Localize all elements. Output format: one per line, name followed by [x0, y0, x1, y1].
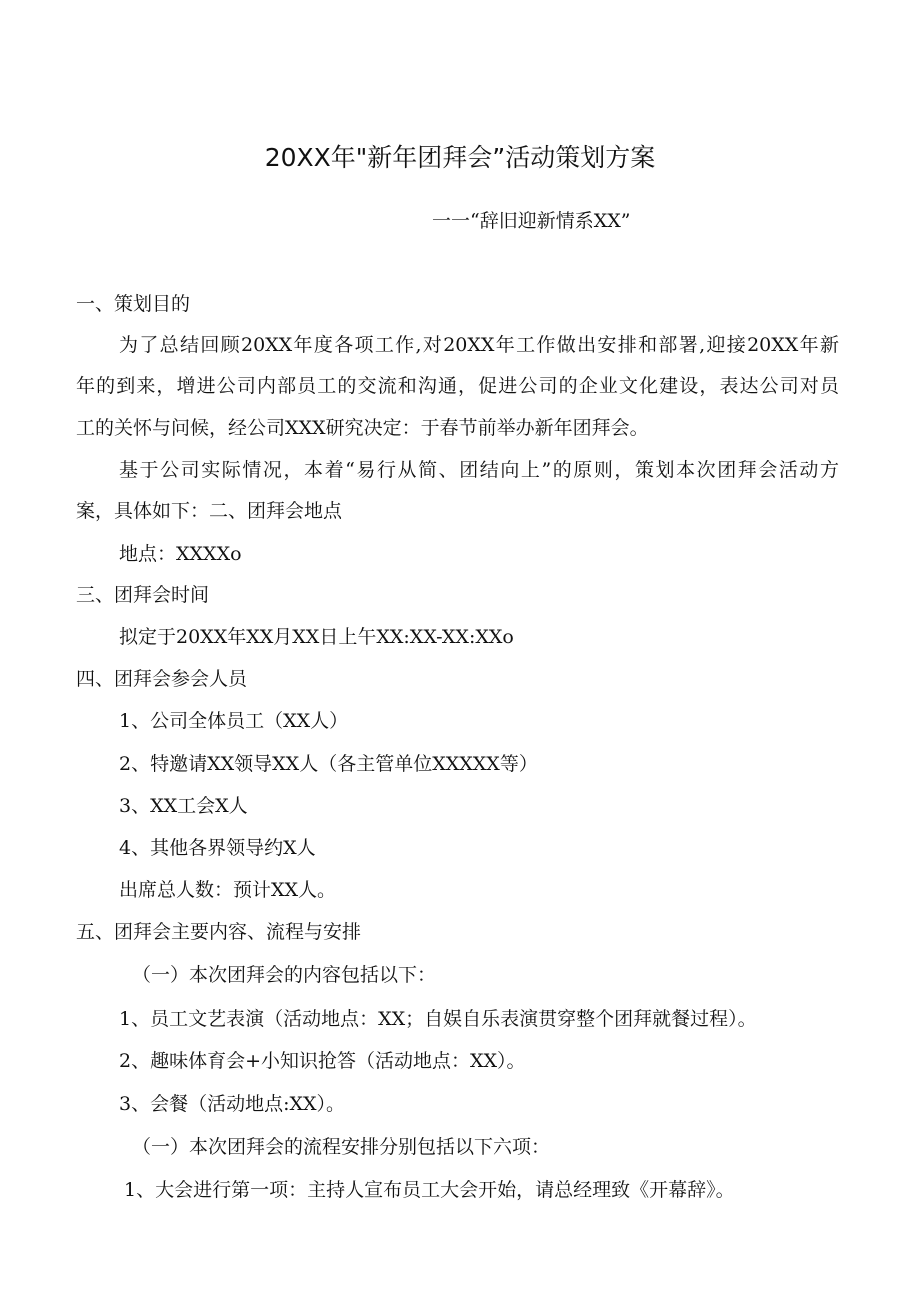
list-item: 4、其他各界领导约X人: [119, 837, 316, 859]
time-line: 拟定于20XX年XX月XX日上午XX:XX-XX:XXo: [119, 626, 514, 648]
list-item: 2、趣味体育会+小知识抢答（活动地点：XX）。: [119, 1050, 526, 1072]
list-item: 1、公司全体员工（XX人）: [119, 710, 349, 732]
document-subtitle: 一一“辞旧迎新情系XX”: [432, 210, 631, 232]
section-heading-time: 三、团拜会时间: [76, 584, 210, 606]
list-item: 3、XX工会X人: [119, 795, 248, 817]
list-item: 1、大会进行第一项：主持人宣布员工大会开始，请总经理致《开幕辞》。: [124, 1179, 735, 1201]
paragraph-line: 基于公司实际情况，本着“易行从简、团结向上”的原则，策划本次团拜会活动方: [119, 459, 839, 481]
document-title: 20XX年"新年团拜会”活动策划方案: [264, 143, 656, 172]
list-item: 3、会餐（活动地点:XX）。: [119, 1093, 346, 1115]
location-line: 地点：XXXXo: [119, 543, 242, 565]
section-heading-attendees: 四、团拜会参会人员: [76, 668, 248, 690]
list-item: 1、员工文艺表演（活动地点：XX；自娱自乐表演贯穿整个团拜就餐过程）。: [119, 1008, 757, 1030]
list-item: 2、特邀请XX领导XX人（各主管单位XXXXX等）: [119, 753, 538, 775]
paragraph-line: 为了总结回顾20XX年度各项工作,对20XX年工作做出安排和部署,迎接20XX年新: [119, 334, 839, 356]
paragraph-line: 案，具体如下：二、团拜会地点: [76, 500, 343, 522]
total-attendees-line: 出席总人数：预计XX人。: [119, 879, 337, 901]
paragraph-line: 年的到来，增进公司内部员工的交流和沟通，促进公司的企业文化建设，表达公司对员: [76, 375, 839, 397]
subsection-heading: （一）本次团拜会的流程安排分别包括以下六项：: [132, 1136, 551, 1158]
subsection-heading: （一）本次团拜会的内容包括以下：: [132, 964, 437, 986]
paragraph-line: 工的关怀与问候，经公司XXX研究决定：于春节前举办新年团拜会。: [76, 417, 649, 439]
section-heading-content: 五、团拜会主要内容、流程与安排: [76, 921, 362, 943]
section-heading-purpose: 一、策划目的: [76, 293, 191, 315]
